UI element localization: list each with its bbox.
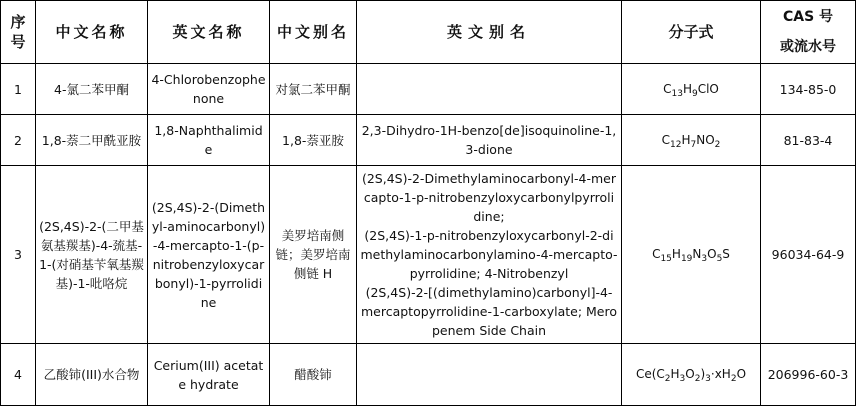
en-alias-line: (2S,4S)-1-p-nitrobenzyloxycarbonyl-2-dimethylaminocarbonylamino-4-mercapto-pyrrolidine; 4-Nitrobenzyl [360, 228, 618, 281]
cell-seq: 1 [1, 64, 36, 115]
cell-formula: $C_{12}H_7NO_2$ [622, 115, 761, 166]
cell-formula: $C_{13}H_9ClO$ [622, 64, 761, 115]
table-row [1, 64, 856, 115]
en-alias-line: (2S,4S)-2-Dimethylaminocarbonyl-4-mercapto-1-p-nitrobenzyloxycarbonylpyrrolidine; [361, 171, 617, 224]
table-row [1, 344, 856, 406]
cell-en-name: Cerium(III) acetate hydrate [148, 344, 270, 406]
cell-cn-alias: 美罗培南侧链；美罗培南侧链 H [270, 166, 357, 344]
cell-cas: 96034-64-9 [761, 166, 856, 344]
cell-formula: $C_{15}H_{19}N_3O_5S$ [622, 166, 761, 344]
cell-seq: 2 [1, 115, 36, 166]
header-cn-alias: 中文别名 [270, 1, 357, 64]
table-row [1, 166, 856, 344]
header-en-name: 英文名称 [148, 1, 270, 64]
cell-en-alias [357, 344, 622, 406]
header-seq: 序 号 [1, 1, 36, 64]
cell-seq: 4 [1, 344, 36, 406]
cell-cn-alias: 醋酸铈 [270, 344, 357, 406]
table-row [1, 115, 856, 166]
cell-cn-alias: 对氯二苯甲酮 [270, 64, 357, 115]
cell-cn-name: (2S,4S)-2-(二甲基氨基羰基)-4-巯基-1-(对硝基苄氧基羰基)-1-吡咯烷 [36, 166, 148, 344]
cell-cn-name: 1,8-萘二甲酰亚胺 [36, 115, 148, 166]
cell-cas: 81-83-4 [761, 115, 856, 166]
cell-cn-name: 乙酸铈(III)水合物 [36, 344, 148, 406]
cell-en-alias: 2,3-Dihydro-1H-benzo[de]isoquinoline-1,3-dione [357, 115, 622, 166]
cell-cas: 134-85-0 [761, 64, 856, 115]
cell-cas: 206996-60-3 [761, 344, 856, 406]
cell-en-alias [357, 64, 622, 115]
cell-cn-alias: 1,8-萘亚胺 [270, 115, 357, 166]
en-alias-line: (2S,4S)-2-[(dimethylamino)carbonyl]-4-mercaptopyrrolidine-1-carboxylate; Meropenem Side Chain [360, 285, 617, 338]
header-formula: 分子式 [622, 1, 761, 64]
cell-en-name: (2S,4S)-2-(Dimethyl-aminocarbonyl)-4-mercapto-1-(p-nitrobenzyloxycarbonyl)-1-pyrrolidine [148, 166, 270, 344]
cell-en-name: 1,8-Naphthalimide [148, 115, 270, 166]
header-cas: CAS 号 或流水号 [761, 1, 856, 64]
cell-cn-name: 4-氯二苯甲酮 [36, 64, 148, 115]
cell-en-alias [357, 166, 622, 344]
table-header-row [1, 1, 856, 64]
header-cn-name: 中文名称 [36, 1, 148, 64]
header-en-alias: 英文别名 [357, 1, 622, 64]
cell-seq: 3 [1, 166, 36, 344]
cell-en-name: 4-Chlorobenzophenone [148, 64, 270, 115]
cell-formula: $Ce(C_2H_3O_2)_3\cdot xH_2O$ [622, 344, 761, 406]
